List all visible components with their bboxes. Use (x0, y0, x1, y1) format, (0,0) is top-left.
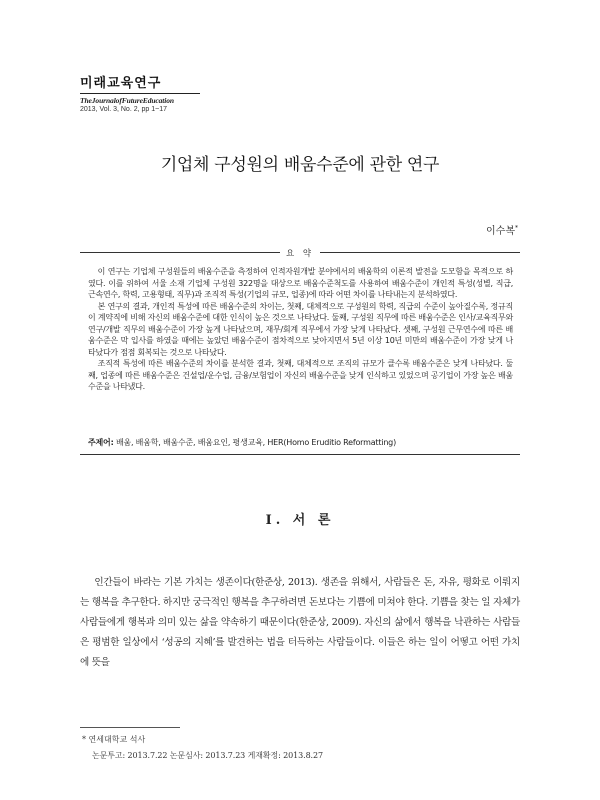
body-text (80, 573, 520, 673)
keywords-line (88, 437, 518, 448)
abstract-bottom-rule (80, 454, 520, 455)
keywords-list: 배움, 배움학, 배움수준, 배움요인, 평생교육, HER(Homo Eruditio Reformatting) (115, 438, 396, 447)
abstract-paragraph: 이 연구는 기업체 구성원들의 배움수준을 측정하여 인적자원개발 분야에서의 배움학의 이론적 발전을 도모함을 목적으로 하였다. 이를 위하여 서울 소재 기업체 구성원 322명을 대상으로 배움수준척도를 사용하여 배움수준이 개인적 특성(성별, 직급, 근속연수, 학력, 고용형태, 직무)과 조직적 특성(기업의 규모, 업종)에 따라 어떤 차이를 나타내는지 분석하였다. (88, 267, 513, 299)
abstract-paragraph: 조직적 특성에 따른 배움수준의 차이를 분석한 결과, 첫째, 대체적으로 조직의 규모가 클수록 배움수준은 낮게 나타났다. 둘째, 업종에 따른 배움수준은 건설업/운수업, 금융/보험업이 자신의 배움수준을 낮게 인식하고 있었으며 공기업이 가장 높은 배움수준을 나타냈다. (88, 359, 513, 391)
journal-divider (80, 93, 200, 94)
author-footnote-mark: * (515, 224, 518, 232)
journal-header (80, 72, 230, 113)
section-heading-introduction: Ⅰ. 서 론 (265, 513, 335, 528)
abstract-heading: 요 약 (280, 247, 320, 259)
body-paragraph: 인간들이 바라는 기본 가치는 생존이다(한준상, 2013). 생존을 위해서, 사람들은 돈, 자유, 평화로 이뤄지는 행복을 추구한다. 하지만 궁극적인 행복을 추구하려면 돈보다는 기쁨에 미쳐야 한다. 기쁨을 찾는 일 자체가 사람들에게 행복과 의미 있는 삶을 약속하기 때문이다(한준상, 2009). 자신의 삶에서 행복을 낙관하는 사람들은 평범한 일상에서 ‘성공의 지혜’를 발견하는 법을 터득하는 사람들이다. 이들은 하는 일이 어떻고 어떤 가치에 뜻을 (80, 577, 520, 668)
journal-volume-info: 2013, Vol. 3, No. 2, pp 1~17 (80, 106, 167, 113)
footnote-affiliation: * 연세대학교 석사 (82, 735, 146, 744)
journal-name-korean: 미래교육연구 (80, 76, 162, 91)
paper-title: 기업체 구성원의 배움수준에 관한 연구 (160, 155, 440, 175)
journal-name-english: TheJournalofFutureEducation (80, 96, 174, 105)
keywords-label: 주제어: (88, 438, 114, 447)
footnote-rule (80, 727, 180, 728)
abstract-body (88, 266, 513, 393)
footnote-dates: 논문투고: 2013.7.22 논문심사: 2013.7.23 게재확정: 2013.8.27 (92, 751, 323, 760)
abstract-paragraph: 본 연구의 결과, 개인적 특성에 따른 배움수준의 차이는, 첫째, 대체적으로 구성원의 학력, 직급의 수준이 높아질수록, 정규직이 계약직에 비해 자신의 배움수준에 대한 인식이 높은 것으로 나타났다. 둘째, 구성원 직무에 따른 배움수준은 인사/교육직무와 연구/개발 직무의 배움수준이 가장 높게 나타났으며, 재무/회계 직무에서 가장 낮게 나타났다. 셋째, 구성원 근무연수에 따른 배움수준은 막 입사를 하였을 때에는 높았던 배움수준이 점차적으로 낮아지면서 5년 이상 10년 미만의 배움수준이 가장 낮게 나타났다가 점점 회복되는 것으로 나타났다. (88, 301, 513, 357)
author-name (486, 222, 518, 237)
author-name-text: 이수복 (486, 226, 515, 237)
